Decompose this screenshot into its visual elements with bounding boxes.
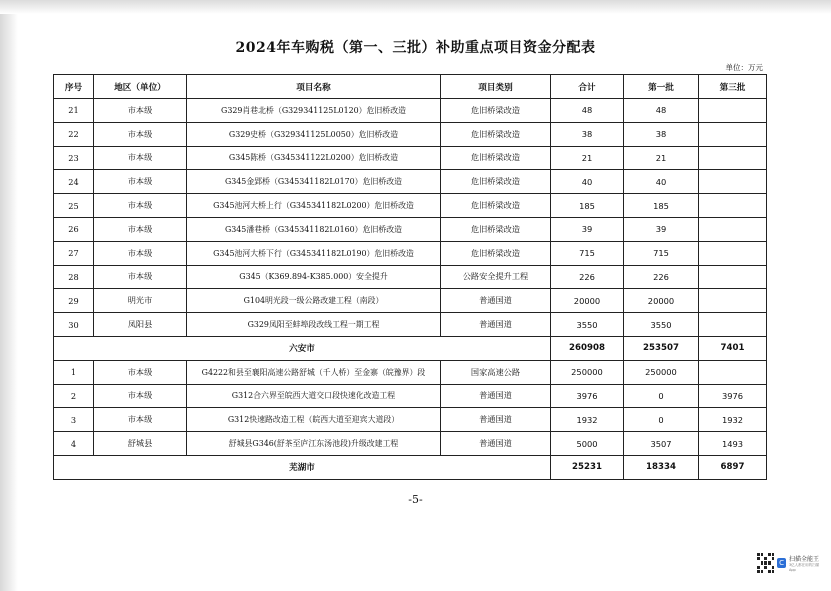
table-row xyxy=(54,241,767,265)
cell-no: 2 xyxy=(54,384,94,408)
cell-batch1: 226 xyxy=(624,265,699,289)
cell-batch3 xyxy=(699,313,767,337)
table-row xyxy=(54,408,767,432)
watermark-main-text: 扫描全能王 xyxy=(788,556,819,563)
cell-no: 27 xyxy=(54,241,94,265)
cell-batch3 xyxy=(699,99,767,123)
cell-no: 4 xyxy=(54,432,94,456)
cell-category: 普通国道 xyxy=(441,313,551,337)
cell-region: 明光市 xyxy=(94,289,187,313)
subtotal-batch3: 6897 xyxy=(699,455,767,479)
cell-no: 25 xyxy=(54,194,94,218)
cell-region: 凤阳县 xyxy=(94,313,187,337)
cell-project-name: G329肖巷北桥（G329341125L0120）危旧桥改造 xyxy=(187,99,441,123)
cell-batch3: 1932 xyxy=(699,408,767,432)
cell-no: 21 xyxy=(54,99,94,123)
cell-batch1: 38 xyxy=(624,122,699,146)
cell-total: 5000 xyxy=(551,432,624,456)
cell-batch3: 3976 xyxy=(699,384,767,408)
cell-region: 市本级 xyxy=(94,194,187,218)
header-batch3: 第三批 xyxy=(699,75,767,99)
table-header-row xyxy=(54,75,767,99)
cell-region: 市本级 xyxy=(94,408,187,432)
cell-total: 185 xyxy=(551,194,624,218)
page-number: -5- xyxy=(408,493,423,506)
subtotal-row-wuhu xyxy=(54,455,767,479)
cell-region: 市本级 xyxy=(94,170,187,194)
cell-total: 226 xyxy=(551,265,624,289)
table-row xyxy=(54,170,767,194)
cell-category: 普通国道 xyxy=(441,384,551,408)
cell-batch1: 39 xyxy=(624,217,699,241)
cell-no: 24 xyxy=(54,170,94,194)
cell-region: 市本级 xyxy=(94,360,187,384)
cell-category: 危旧桥梁改造 xyxy=(441,241,551,265)
table-row xyxy=(54,146,767,170)
header-no: 序号 xyxy=(54,75,94,99)
table-row xyxy=(54,122,767,146)
cell-no: 22 xyxy=(54,122,94,146)
table-row xyxy=(54,265,767,289)
cell-region: 市本级 xyxy=(94,265,187,289)
cell-total: 3976 xyxy=(551,384,624,408)
allocation-table xyxy=(53,74,767,480)
header-category: 项目类别 xyxy=(441,75,551,99)
cell-region: 市本级 xyxy=(94,146,187,170)
cell-region: 市本级 xyxy=(94,241,187,265)
cell-batch3 xyxy=(699,241,767,265)
header-batch1: 第一批 xyxy=(624,75,699,99)
cell-project-name: G345潘巷桥（G345341182L0160）危旧桥改造 xyxy=(187,217,441,241)
cell-category: 危旧桥梁改造 xyxy=(441,99,551,123)
cell-batch1: 20000 xyxy=(624,289,699,313)
cell-total: 40 xyxy=(551,170,624,194)
cell-total: 21 xyxy=(551,146,624,170)
cell-batch1: 3550 xyxy=(624,313,699,337)
subtotal-total: 25231 xyxy=(551,455,624,479)
header-region: 地区（单位） xyxy=(94,75,187,99)
cell-no: 30 xyxy=(54,313,94,337)
qr-code-icon xyxy=(757,553,774,573)
cell-total: 250000 xyxy=(551,360,624,384)
table-row xyxy=(54,217,767,241)
cell-category: 普通国道 xyxy=(441,432,551,456)
cell-region: 市本级 xyxy=(94,384,187,408)
cell-total: 1932 xyxy=(551,408,624,432)
subtotal-row-luan xyxy=(54,336,767,360)
watermark-sub-text: 3亿人都在用的扫描App xyxy=(788,563,820,572)
cell-project-name: G345池河大桥上行（G345341182L0200）危旧桥改造 xyxy=(187,194,441,218)
cell-project-name: G312合六界至皖西大道交口段快速化改造工程 xyxy=(187,384,441,408)
table-row xyxy=(54,384,767,408)
cell-project-name: G345池河大桥下行（G345341182L0190）危旧桥改造 xyxy=(187,241,441,265)
cell-batch1: 48 xyxy=(624,99,699,123)
cell-project-name: G345（K369.894-K385.000）安全提升 xyxy=(187,265,441,289)
cell-batch1: 185 xyxy=(624,194,699,218)
cell-no: 1 xyxy=(54,360,94,384)
cell-project-name: G4222和县至襄阳高速公路舒城（千人桥）至金寨（皖豫界）段 xyxy=(187,360,441,384)
cell-batch3 xyxy=(699,265,767,289)
cell-no: 23 xyxy=(54,146,94,170)
cell-batch1: 21 xyxy=(624,146,699,170)
cell-region: 舒城县 xyxy=(94,432,187,456)
cell-no: 26 xyxy=(54,217,94,241)
cell-total: 38 xyxy=(551,122,624,146)
table-row xyxy=(54,289,767,313)
cell-batch3 xyxy=(699,170,767,194)
cell-total: 39 xyxy=(551,217,624,241)
table-row xyxy=(54,432,767,456)
camscanner-logo-icon: C xyxy=(779,559,785,567)
cell-batch3: 1493 xyxy=(699,432,767,456)
document-title: 2024年车购税（第一、三批）补助重点项目资金分配表 xyxy=(235,40,596,56)
cell-batch1: 250000 xyxy=(624,360,699,384)
cell-project-name: 舒城县G346(舒茶至庐江东汤池段)升级改建工程 xyxy=(187,432,441,456)
cell-category: 危旧桥梁改造 xyxy=(441,217,551,241)
cell-category: 国家高速公路 xyxy=(441,360,551,384)
scan-shadow-top xyxy=(0,0,831,14)
cell-project-name: G104明光段一级公路改建工程（南段） xyxy=(187,289,441,313)
cell-project-name: G345金郢桥（G345341182L0170）危旧桥改造 xyxy=(187,170,441,194)
scanner-watermark xyxy=(757,552,821,574)
cell-region: 市本级 xyxy=(94,99,187,123)
cell-batch1: 0 xyxy=(624,384,699,408)
subtotal-name: 六安市 xyxy=(54,336,551,360)
cell-category: 普通国道 xyxy=(441,289,551,313)
cell-category: 危旧桥梁改造 xyxy=(441,146,551,170)
subtotal-batch1: 253507 xyxy=(624,336,699,360)
cell-category: 危旧桥梁改造 xyxy=(441,122,551,146)
cell-total: 3550 xyxy=(551,313,624,337)
cell-batch3 xyxy=(699,289,767,313)
cell-project-name: G345陈桥（G345341122L0200）危旧桥改造 xyxy=(187,146,441,170)
table-row xyxy=(54,360,767,384)
cell-no: 29 xyxy=(54,289,94,313)
cell-total: 715 xyxy=(551,241,624,265)
subtotal-total: 260908 xyxy=(551,336,624,360)
header-total: 合计 xyxy=(551,75,624,99)
cell-total: 48 xyxy=(551,99,624,123)
cell-project-name: G329凤阳至蚌埠段改线工程一期工程 xyxy=(187,313,441,337)
cell-no: 3 xyxy=(54,408,94,432)
cell-batch1: 40 xyxy=(624,170,699,194)
cell-category: 公路安全提升工程 xyxy=(441,265,551,289)
cell-batch3 xyxy=(699,194,767,218)
cell-batch3 xyxy=(699,146,767,170)
cell-category: 普通国道 xyxy=(441,408,551,432)
cell-region: 市本级 xyxy=(94,217,187,241)
cell-no: 28 xyxy=(54,265,94,289)
cell-batch3 xyxy=(699,360,767,384)
subtotal-name: 芜湖市 xyxy=(54,455,551,479)
subtotal-batch1: 18334 xyxy=(624,455,699,479)
header-project-name: 项目名称 xyxy=(187,75,441,99)
cell-project-name: G329史桥（G329341125L0050）危旧桥改造 xyxy=(187,122,441,146)
subtotal-batch3: 7401 xyxy=(699,336,767,360)
cell-batch1: 715 xyxy=(624,241,699,265)
cell-batch1: 0 xyxy=(624,408,699,432)
cell-batch1: 3507 xyxy=(624,432,699,456)
cell-project-name: G312快速路改造工程（皖西大道至迎宾大道段） xyxy=(187,408,441,432)
table-row xyxy=(54,313,767,337)
cell-batch3 xyxy=(699,217,767,241)
table-row xyxy=(54,99,767,123)
cell-total: 20000 xyxy=(551,289,624,313)
cell-category: 危旧桥梁改造 xyxy=(441,170,551,194)
unit-label: 单位：万元 xyxy=(725,63,763,72)
table-row xyxy=(54,194,767,218)
cell-region: 市本级 xyxy=(94,122,187,146)
cell-category: 危旧桥梁改造 xyxy=(441,194,551,218)
cell-batch3 xyxy=(699,122,767,146)
